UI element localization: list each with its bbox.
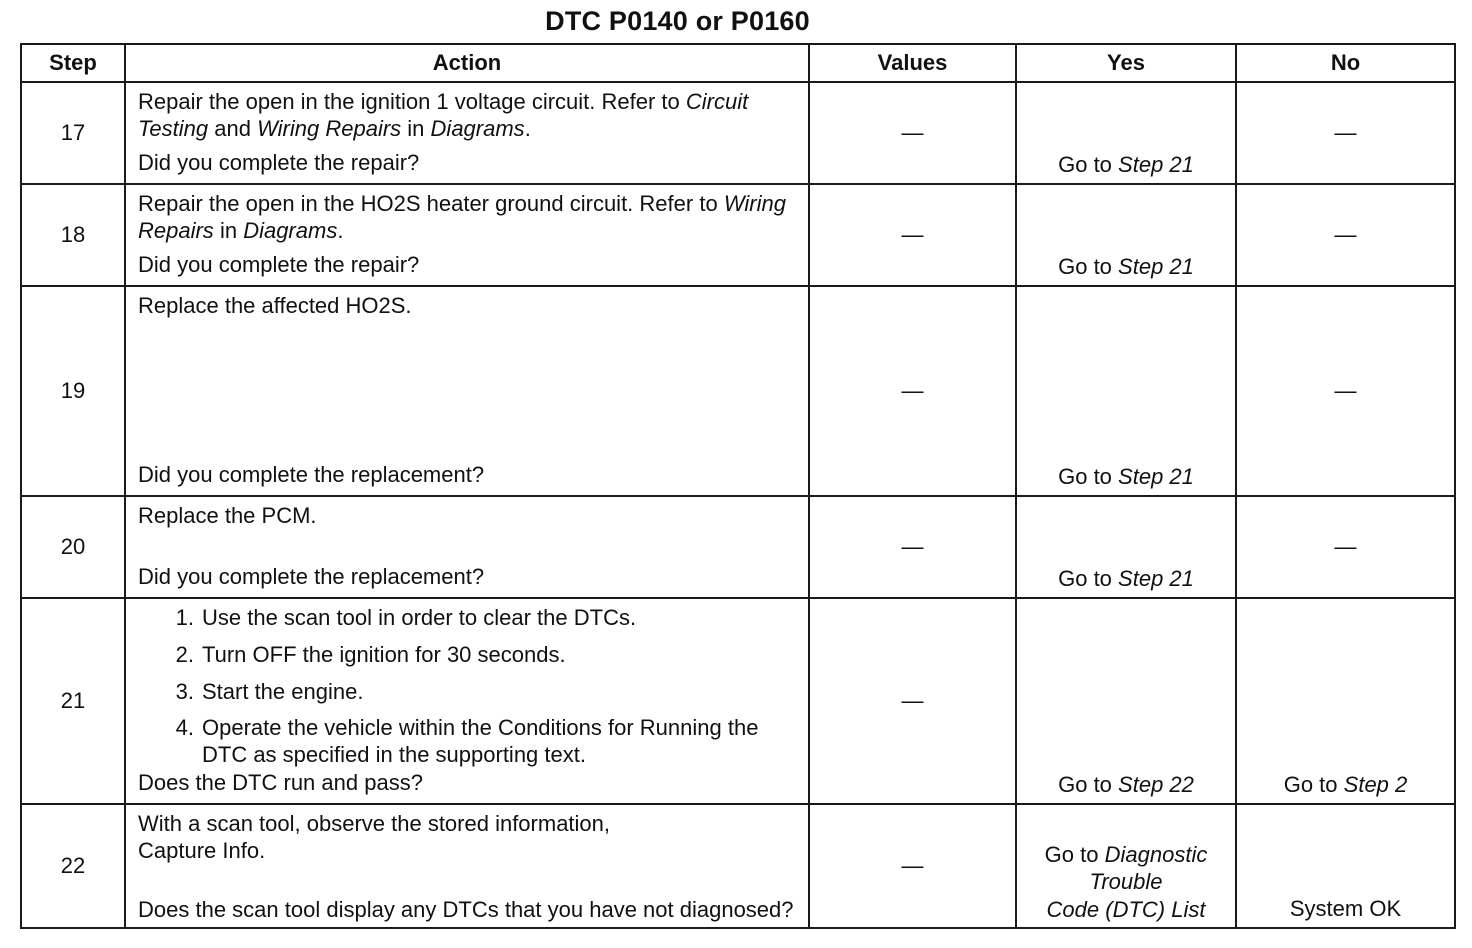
step-number: 18 xyxy=(21,184,125,286)
action-question: Did you complete the replacement? xyxy=(138,564,485,590)
table-row xyxy=(21,286,1455,496)
action-cell xyxy=(125,184,809,286)
action-cell xyxy=(125,804,809,928)
no-cell: Go to Step 2 xyxy=(1236,598,1455,804)
list-item: 2. Turn OFF the ignition for 30 seconds. xyxy=(175,641,566,667)
yes-cell: Go to Step 21 xyxy=(1016,286,1236,496)
step-number: 22 xyxy=(21,804,125,928)
action-cell xyxy=(125,82,809,184)
page-title: DTC P0140 or P0160 xyxy=(545,6,810,36)
step-number: 20 xyxy=(21,496,125,598)
header-row xyxy=(21,44,1455,82)
header-values: Values xyxy=(809,44,1016,82)
action-cell xyxy=(125,286,809,496)
action-question: Did you complete the repair? xyxy=(138,150,420,176)
action-question: Did you complete the replacement? xyxy=(138,462,485,488)
values-cell: — xyxy=(809,598,1016,804)
no-cell: System OK xyxy=(1236,804,1455,928)
list-item: 3. Start the engine. xyxy=(175,678,364,704)
action-text: With a scan tool, observe the stored information, Capture Info. xyxy=(138,811,611,863)
action-steps-list xyxy=(138,605,798,769)
step-number: 17 xyxy=(21,82,125,184)
no-cell: — xyxy=(1236,286,1455,496)
no-cell: — xyxy=(1236,82,1455,184)
table-row xyxy=(21,496,1455,598)
list-item: 1. Use the scan tool in order to clear the DTCs. xyxy=(175,605,637,630)
yes-cell: Go to Diagnostic Trouble Code (DTC) List xyxy=(1016,804,1236,928)
header-no: No xyxy=(1236,44,1455,82)
table-row xyxy=(21,184,1455,286)
action-question: Does the DTC run and pass? xyxy=(138,770,423,796)
no-cell: — xyxy=(1236,184,1455,286)
yes-cell: Go to Step 22 xyxy=(1016,598,1236,804)
diagnostic-table xyxy=(20,43,1456,929)
list-item: 4. Operate the vehicle within the Conditions for Running the DTC as specified in the supporting text. xyxy=(175,715,759,768)
values-cell: — xyxy=(809,496,1016,598)
step-number: 19 xyxy=(21,286,125,496)
header-step: Step xyxy=(21,44,125,82)
yes-cell: Go to Step 21 xyxy=(1016,496,1236,598)
table-row xyxy=(21,598,1455,804)
values-cell: — xyxy=(809,286,1016,496)
action-text: Repair the open in the HO2S heater ground circuit. Refer to Wiring Repairs in Diagrams. xyxy=(138,191,786,243)
step-number: 21 xyxy=(21,598,125,804)
action-question: Did you complete the repair? xyxy=(138,252,420,278)
table-row xyxy=(21,82,1455,184)
values-cell: — xyxy=(809,82,1016,184)
values-cell: — xyxy=(809,804,1016,928)
header-yes: Yes xyxy=(1016,44,1236,82)
action-cell xyxy=(125,496,809,598)
action-text: Replace the PCM. xyxy=(138,503,317,528)
values-cell: — xyxy=(809,184,1016,286)
action-cell xyxy=(125,598,809,804)
table-row xyxy=(21,804,1455,928)
action-question: Does the scan tool display any DTCs that you have not diagnosed? xyxy=(138,896,794,922)
yes-cell: Go to Step 21 xyxy=(1016,82,1236,184)
action-text: Repair the open in the ignition 1 voltage circuit. Refer to Circuit Testing and Wiring Repairs in Diagrams. xyxy=(138,89,749,141)
no-cell: — xyxy=(1236,496,1455,598)
action-text: Replace the affected HO2S. xyxy=(138,293,412,318)
yes-cell: Go to Step 21 xyxy=(1016,184,1236,286)
header-action: Action xyxy=(125,44,809,82)
